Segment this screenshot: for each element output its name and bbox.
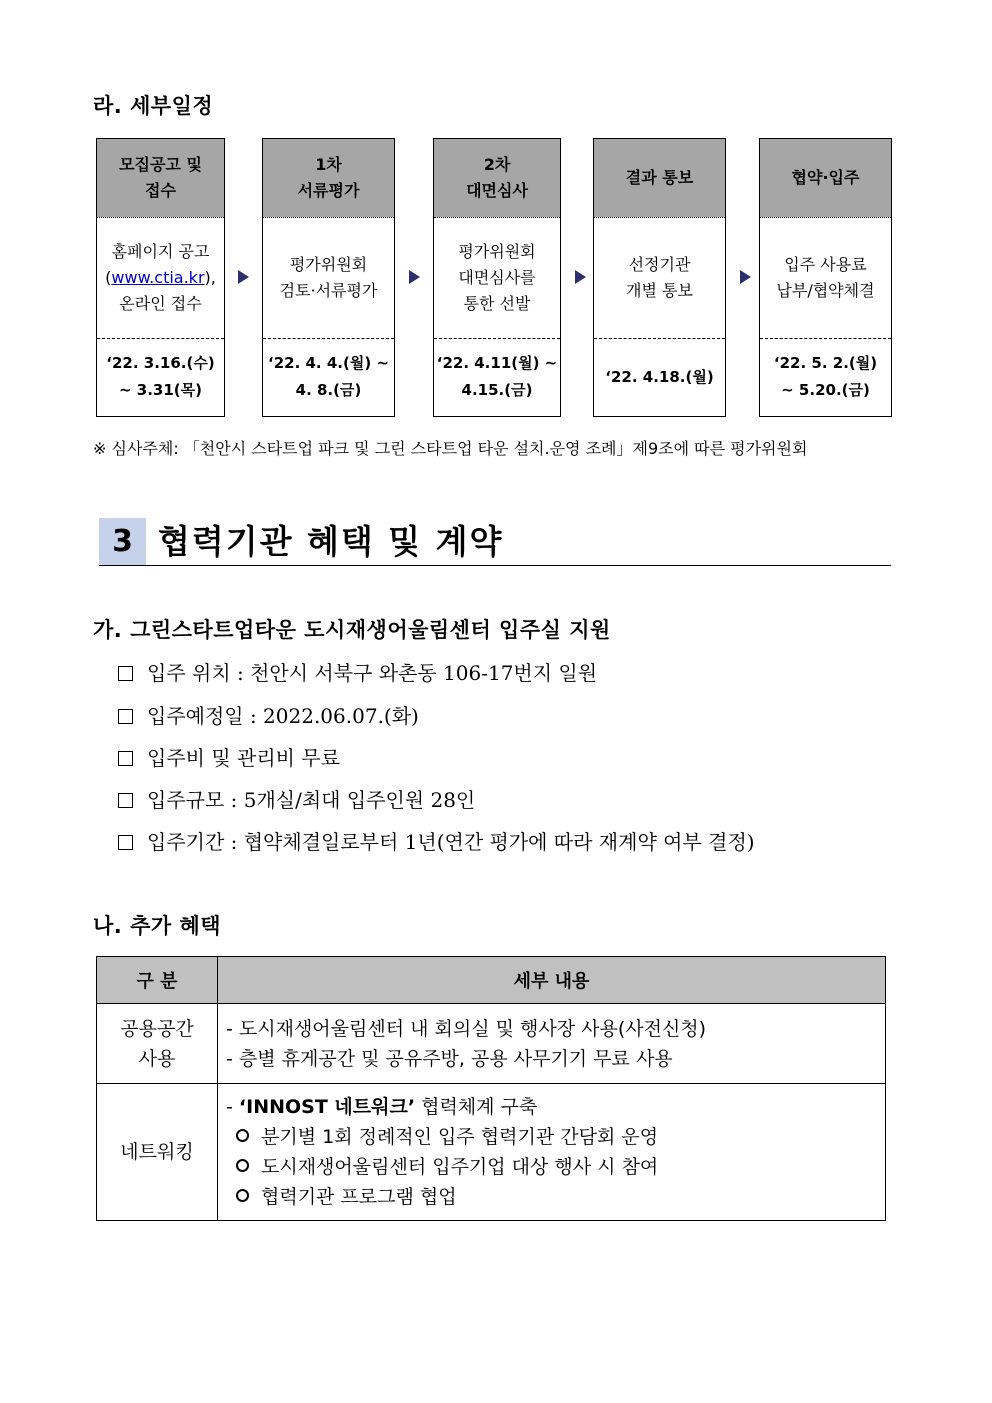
checkbox-square-icon — [118, 709, 133, 724]
checkbox-square-icon — [118, 835, 133, 850]
list-item-text: 입주 위치 : 천안시 서북구 와촌동 106-17번지 일원 — [147, 661, 598, 685]
arrow-right-icon — [575, 270, 586, 284]
column-header: 구 분 — [97, 957, 218, 1004]
subsection-b-heading: 나. 추가 혜택 — [93, 914, 222, 938]
section-title: 협력기관 혜택 및 계약 — [158, 522, 504, 561]
table-row — [97, 1084, 886, 1221]
detail-line: - 층별 휴게공간 및 공유주방, 공용 사무기기 무료 사용 — [226, 1047, 673, 1070]
checkbox-square-icon — [118, 751, 133, 766]
stage-box-agreement — [759, 138, 892, 417]
list-item-text: 입주예정일 : 2022.06.07.(화) — [147, 704, 419, 728]
stage-box-notification — [593, 138, 726, 417]
stage-head: 결과 통보 — [594, 139, 725, 217]
stage-head: 2차 대면심사 — [434, 139, 560, 217]
checkbox-square-icon — [118, 793, 133, 808]
detail-text: 도시재생어울림센터 입주기업 대상 행사 시 참여 — [261, 1156, 659, 1178]
detail-subline — [226, 1122, 877, 1152]
schedule-heading: 라. 세부일정 — [93, 94, 214, 118]
table-cell-category: 네트워킹 — [97, 1084, 218, 1221]
list-item — [118, 700, 419, 729]
stage-head: 협약·입주 — [760, 139, 891, 217]
subsection-a-heading: 가. 그린스타트업타운 도시재생어울림센터 입주실 지원 — [93, 618, 611, 642]
review-note: ※ 심사주체: 「천안시 스타트업 파크 및 그린 스타트업 타운 설치.운영 조례」제9조에 따른 평가위원회 — [93, 439, 808, 458]
stage-date: ‘22. 4.18.(월) — [605, 367, 714, 386]
list-item-text: 입주기간 : 협약체결일로부터 1년(연간 평가에 따라 재계약 여부 결정) — [147, 830, 755, 854]
detail-subline — [226, 1182, 877, 1212]
stage-date: ‘22. 4. 4.(월) ~ 4. 8.(금) — [268, 354, 389, 399]
stage-head: 모집공고 및 접수 — [97, 139, 224, 217]
stage-date: ‘22. 5. 2.(월) ~ 5.20.(금) — [773, 354, 878, 399]
detail-subline — [226, 1152, 877, 1182]
detail-prefix: - — [226, 1096, 239, 1118]
benefits-table — [96, 956, 886, 1221]
circle-bullet-icon — [236, 1129, 249, 1142]
list-item — [118, 826, 755, 855]
detail-line: - 도시재생어울림센터 내 회의실 및 행사장 사용(사전신청) — [226, 1017, 707, 1040]
stage-head: 1차 서류평가 — [263, 139, 394, 217]
stage-body: 입주 사용료 납부/협약체결 — [760, 217, 891, 339]
stage-box-application — [96, 138, 225, 417]
website-link[interactable]: www.ctia.kr — [111, 268, 205, 287]
detail-text: 분기별 1회 정례적인 입주 협력기관 간담회 운영 — [261, 1126, 659, 1148]
detail-text: 협력기관 프로그램 협업 — [261, 1186, 457, 1208]
column-header: 세부 내용 — [218, 957, 886, 1004]
section-number: 3 — [99, 518, 146, 565]
table-cell-detail — [218, 1004, 886, 1084]
stage-body: 선정기관 개별 통보 — [594, 217, 725, 339]
checkbox-square-icon — [118, 666, 133, 681]
arrow-right-icon — [740, 270, 751, 284]
detail-line — [226, 1092, 877, 1122]
section-divider — [99, 565, 891, 566]
circle-bullet-icon — [236, 1159, 249, 1172]
table-header-row — [97, 957, 886, 1004]
stage-box-document-review — [262, 138, 395, 417]
circle-bullet-icon — [236, 1189, 249, 1202]
list-item-text: 입주비 및 관리비 무료 — [147, 746, 340, 770]
stage-body: 평가위원회 대면심사를 통한 선발 — [434, 217, 560, 339]
table-row — [97, 1004, 886, 1084]
table-cell-detail — [218, 1084, 886, 1221]
stage-body-text: ), 온라인 접수 — [119, 268, 216, 313]
stage-body-text: 홈페이지 공고 ( — [105, 242, 210, 287]
stage-date: ‘22. 3.16.(수) ~ 3.31(목) — [106, 354, 215, 399]
list-item — [118, 657, 597, 686]
table-cell-category: 공용공간 사용 — [97, 1004, 218, 1084]
stage-box-interview — [433, 138, 561, 417]
detail-text: 협력체계 구축 — [415, 1096, 538, 1118]
arrow-right-icon — [238, 270, 249, 284]
stage-date: ‘22. 4.11(월) ~ 4.15.(금) — [436, 354, 558, 399]
arrow-right-icon — [409, 270, 420, 284]
network-name: ‘INNOST 네트워크’ — [238, 1096, 416, 1118]
list-item — [118, 742, 340, 771]
stage-body: 평가위원회 검토·서류평가 — [263, 217, 394, 339]
stage-body — [97, 217, 224, 339]
list-item-text: 입주규모 : 5개실/최대 입주인원 28인 — [147, 788, 476, 812]
list-item — [118, 784, 475, 813]
